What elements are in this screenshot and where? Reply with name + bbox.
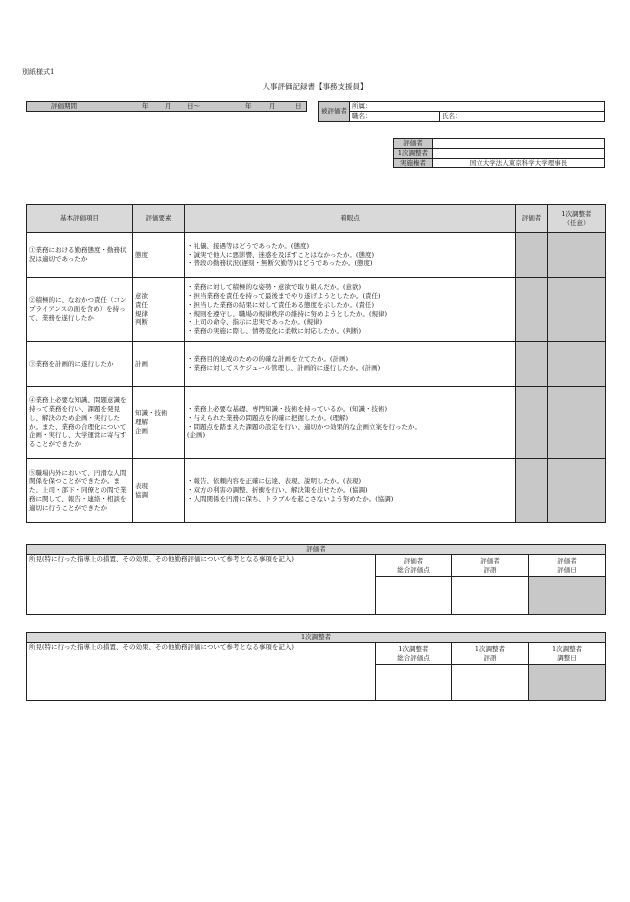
viewpoint-line: ・担当業務を責任を持って最後までやり遂げようとしたか。(責任) — [187, 291, 381, 300]
viewpoint-line: ・規則を遵守し、職場の規律秩序の維持に努めようとしたか。(規律) — [187, 309, 388, 318]
period-end-month: 月 — [269, 102, 276, 110]
position-field[interactable]: 職名： — [350, 112, 440, 122]
affiliation-field[interactable]: 所属： — [350, 102, 605, 112]
evaluatee-table — [318, 101, 605, 122]
evaluator-grade-field[interactable] — [452, 577, 529, 615]
role-evaluator-label: 評価者 — [394, 139, 433, 149]
viewpoint-cell — [185, 387, 516, 459]
period-label: 評価期間 — [51, 102, 77, 110]
adjuster-grade-field[interactable] — [452, 665, 529, 701]
element-cell: 知識・技術 理解 企画 — [133, 387, 185, 459]
header-item: 基本評価項目 — [27, 205, 133, 233]
viewpoint-line: ・与えられた業務の問題点を的確に把握したか。(理解) — [187, 413, 349, 422]
viewpoint-line: ・業務の実施に際し、情勢変化に柔軟に対応したか。(判断) — [187, 327, 362, 336]
element-cell: 計画 — [133, 342, 185, 387]
adjuster-date-label: 1次調整者 調整日 — [529, 643, 606, 665]
item-cell: ⑤職場内外において、円滑な人間関係を保つことができたか。また、上司・部下・同僚との間で業務に関して、報告・連絡・相談を適切に行うことができたか — [27, 459, 133, 523]
adjuster-section-title: 1次調整者 — [27, 633, 606, 643]
header-evaluator: 評価者 — [516, 205, 548, 233]
period-start-year: 年 — [142, 102, 149, 110]
viewpoint-cell — [185, 278, 516, 342]
viewpoint-line: ・業務に対してスケジュール管理し、計画的に遂行したか。(計画) — [187, 364, 381, 372]
evaluator-date-field[interactable] — [529, 577, 606, 615]
viewpoint-line: ・礼儀、接遇等はどうであったか。(態度) — [187, 241, 310, 250]
viewpoint-cell — [185, 342, 516, 387]
evaluation-period-row[interactable] — [27, 102, 307, 112]
adjuster-grade-label: 1次調整者 評語 — [452, 643, 529, 665]
adjuster-score-cell[interactable] — [548, 233, 606, 278]
role-adjuster-label: 1次調整者 — [394, 148, 433, 158]
period-start-month: 月 — [165, 102, 172, 110]
evaluator-score-cell[interactable] — [516, 278, 548, 342]
item-cell: ②積極的に、なおかつ責任（コンプライアンスの面を含め）を持って、業務を遂行したか — [27, 278, 133, 342]
name-field[interactable]: 氏名： — [440, 112, 605, 122]
item-cell: ③業務を計画的に遂行したか — [27, 342, 133, 387]
adjuster-score-cell[interactable] — [548, 278, 606, 342]
evaluator-score-cell[interactable] — [516, 342, 548, 387]
element-cell: 意欲 責任 規律 判断 — [133, 278, 185, 342]
element-cell: 態度 — [133, 233, 185, 278]
header-viewpoint: 着眼点 — [185, 205, 516, 233]
viewpoint-line: ・上司の命令、指示に忠実であったか。(規律) — [187, 318, 323, 327]
evaluatee-label: 被評価者 — [319, 102, 350, 122]
viewpoint-line: ・担当した業務の結果に対して責任ある態度を示したか。(責任) — [187, 300, 375, 309]
role-implementer-value: 国立大学法人東京科学大学理事長 — [433, 158, 605, 168]
form-code: 別紙様式1 — [22, 68, 55, 76]
evaluator-total-score-label: 評価者 総合評価点 — [376, 555, 452, 577]
viewpoint-line: ・業務目的達成のための的確な計画を立てたか。(計画) — [187, 355, 349, 364]
adjuster-total-score-field[interactable] — [376, 665, 452, 701]
evaluator-score-cell[interactable] — [516, 387, 548, 459]
evaluator-score-cell[interactable] — [516, 233, 548, 278]
viewpoint-line: ・業務上必要な基礎、専門知識・技術を持っているか。(知識・技術) — [187, 404, 388, 413]
roles-table — [393, 138, 605, 168]
role-evaluator-value[interactable] — [433, 139, 605, 149]
evaluator-date-label: 評価者 評価日 — [529, 555, 606, 577]
viewpoint-line: ・問題点を踏まえた課題の設定を行い、適切かつ効果的な企画立案を行ったか。 — [187, 422, 421, 431]
adjuster-score-cell[interactable] — [548, 387, 606, 459]
evaluator-grade-label: 評価者 評語 — [452, 555, 529, 577]
adjuster-score-cell[interactable] — [548, 459, 606, 523]
evaluation-period-table — [26, 101, 307, 112]
header-element: 評価要素 — [133, 205, 185, 233]
item-cell: ④業務上必要な知識、問題意識を持って業務を行い、課題を発見し、解決のため企画・実行したか。また、業務の合理化について企画・実行し、大学運営に寄与することができたか — [27, 387, 133, 459]
viewpoint-line: ・双方の利害の調整、折衝を行い、解決策を出せたか。(協調) — [187, 486, 368, 495]
viewpoint-line: ・普段の勤務状況(遅刻・無断欠勤等)はどうであったか。(態度) — [187, 259, 373, 268]
evaluator-score-cell[interactable] — [516, 459, 548, 523]
adjuster-total-score-label: 1次調整者 総合評価点 — [376, 643, 452, 665]
role-implementer-label: 実施権者 — [394, 158, 433, 168]
viewpoint-line: ・誠実で他人に悪影響、迷惑を及ぼすことはなかったか。(態度) — [187, 250, 375, 259]
adjuster-section — [26, 632, 606, 701]
adjuster-date-field[interactable] — [529, 665, 606, 701]
evaluator-section — [26, 544, 606, 615]
viewpoint-line: ・業務に対して積極的な姿勢・意欲で取り組んだか。(意欲) — [187, 283, 362, 292]
element-cell: 表現 協調 — [133, 459, 185, 523]
role-adjuster-value[interactable] — [433, 148, 605, 158]
adjuster-remarks-field[interactable]: 所見(特に行った指導上の措置、その効果、その他勤務評価について参考となる事項を記入) — [27, 643, 376, 701]
period-end-day: 日 — [295, 102, 302, 110]
item-cell: ①業務における勤務態度・勤務状況は適切であったか — [27, 233, 133, 278]
document-title: 人事評価記録書【事務支援員】 — [262, 82, 368, 91]
evaluation-table — [26, 204, 606, 523]
viewpoint-line: ・報告、依頼内容を正確に伝達、表現、説明したか。(表現) — [187, 477, 362, 486]
period-end-year: 年 — [245, 102, 252, 110]
evaluator-section-title: 評価者 — [27, 545, 606, 555]
viewpoint-cell — [185, 459, 516, 523]
header-adjuster: 1次調整者 （任意） — [548, 205, 606, 233]
viewpoint-line: (企画) — [187, 431, 206, 440]
viewpoint-line: ・人間関係を円滑に保ち、トラブルを起こさないよう努めたか。(協調) — [187, 494, 394, 503]
evaluator-remarks-field[interactable]: 所見(特に行った指導上の措置、その効果、その他勤務評価について参考となる事項を記入) — [27, 555, 376, 615]
adjuster-score-cell[interactable] — [548, 342, 606, 387]
evaluator-total-score-field[interactable] — [376, 577, 452, 615]
viewpoint-cell — [185, 233, 516, 278]
period-start-day: 日〜 — [187, 102, 200, 110]
